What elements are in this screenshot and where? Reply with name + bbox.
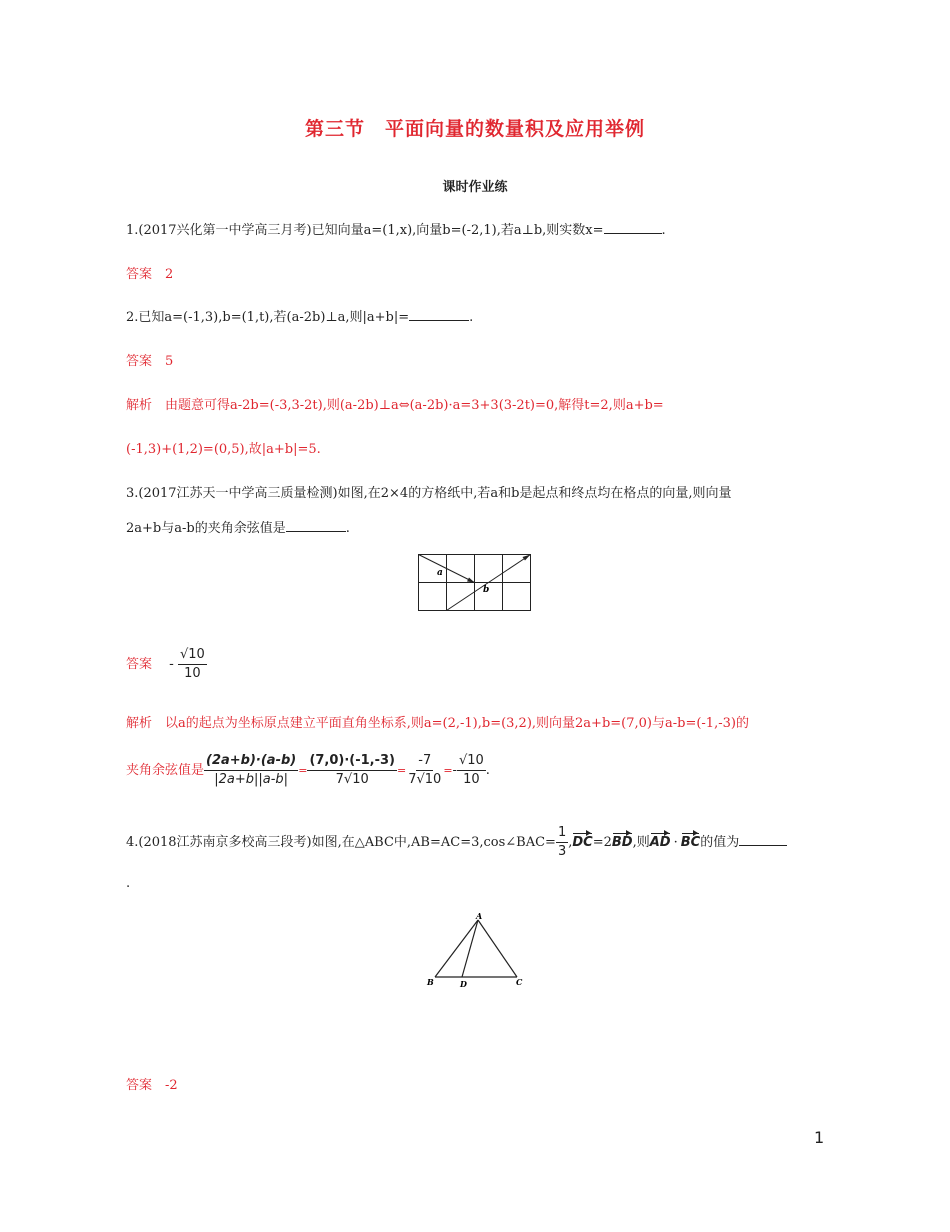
segment-ad xyxy=(462,920,478,977)
answer-blank xyxy=(286,520,346,532)
question-1-text: 1.(2017兴化第一中学高三月考)已知向量a=(1,x),向量b=(-2,1),若a⊥b,则实数x= xyxy=(126,223,604,238)
triangle-figure xyxy=(422,910,526,992)
answer-2: 答案 5 xyxy=(126,354,174,369)
question-4-line2: . xyxy=(126,876,131,891)
answer-1: 答案 2 xyxy=(126,267,174,282)
question-3-line2: 2a+b与a-b的夹角余弦值是 . xyxy=(126,521,350,536)
vector-a-label: a xyxy=(437,568,443,578)
question-2-text: 2.已知a=(-1,3),b=(1,t),若(a-2b)⊥a,则|a+b|= xyxy=(126,310,410,325)
explanation-2-line1: 解析 由题意可得a-2b=(-3,3-2t),则(a-2b)⊥a⇔(a-2b)·a=3+3(3-2t)=0,解得t=2,则a+b= xyxy=(126,398,664,413)
answer-blank xyxy=(739,834,787,846)
fraction-4: $\frac{√10}{10}$ xyxy=(458,753,484,787)
answer-4: 答案 -2 xyxy=(126,1078,178,1093)
question-1: 1.(2017兴化第一中学高三月考)已知向量a=(1,x),向量b=(-2,1),若a⊥b,则实数x= . xyxy=(126,223,666,238)
vertex-b-label: B xyxy=(427,977,434,987)
section-subtitle: 课时作业练 xyxy=(442,180,508,195)
fraction-2: $\frac{(7,0)\cdot(-1,-3)}{7√10}$ xyxy=(309,753,395,787)
explanation-3-line1: 解析 以a的起点为坐标原点建立平面直角坐标系,则a=(2,-1),b=(3,2),则向量2a+b=(7,0)与a-b=(-1,-3)的 xyxy=(126,716,749,731)
vector-ad: AD xyxy=(649,835,671,850)
vector-bc: BC xyxy=(680,835,701,850)
vertex-c-label: C xyxy=(516,977,523,987)
vertex-a-label: A xyxy=(476,911,483,921)
vector-b-label: b xyxy=(483,585,490,595)
question-2: 2.已知a=(-1,3),b=(1,t),若(a-2b)⊥a,则|a+b|= . xyxy=(126,310,474,325)
answer-3: 答案 - $\frac{√10}{10}$ xyxy=(126,647,205,681)
question-3-line1: 3.(2017江苏天一中学高三质量检测)如图,在2×4的方格纸中,若a和b是起点和终点均在格点的向量,则向量 xyxy=(126,486,732,501)
explanation-3-line2: 夹角余弦值是 $\frac{(2a+b)\cdot(a-b)}{|2a+b||a-b|}$ = $\frac{(7,0)\cdot(-1,-3)}{7√10}$ = $\frac{-7}{7√10}$ =- $\frac{√10}{10}$ . xyxy=(126,753,490,787)
page-title: 第三节 平面向量的数量积及应用举例 xyxy=(304,118,645,140)
explanation-2-line2: (-1,3)+(1,2)=(0,5),故|a+b|=5. xyxy=(126,442,321,457)
page-number: 1 xyxy=(814,1128,825,1147)
point-d-label: D xyxy=(460,979,467,989)
grid-figure xyxy=(417,553,533,613)
vector-dc: DC xyxy=(572,835,593,850)
vector-bd: BD xyxy=(611,835,633,850)
answer-blank xyxy=(604,222,662,234)
answer-blank xyxy=(409,309,469,321)
cos-fraction: $\frac{1}{3}$ xyxy=(557,825,567,859)
fraction-1: $\frac{(2a+b)\cdot(a-b)}{|2a+b||a-b|}$ xyxy=(206,753,297,787)
question-4-line1: 4.(2018江苏南京多校高三段考)如图,在△ABC中,AB=AC=3,cos∠BAC= $\frac{1}{3}$ ,DC=2BD,则AD · BC的值为 xyxy=(126,824,787,861)
answer-3-fraction: $\frac{√10}{10}$ xyxy=(180,647,205,681)
fraction-3: $\frac{-7}{7√10}$ xyxy=(408,753,442,787)
